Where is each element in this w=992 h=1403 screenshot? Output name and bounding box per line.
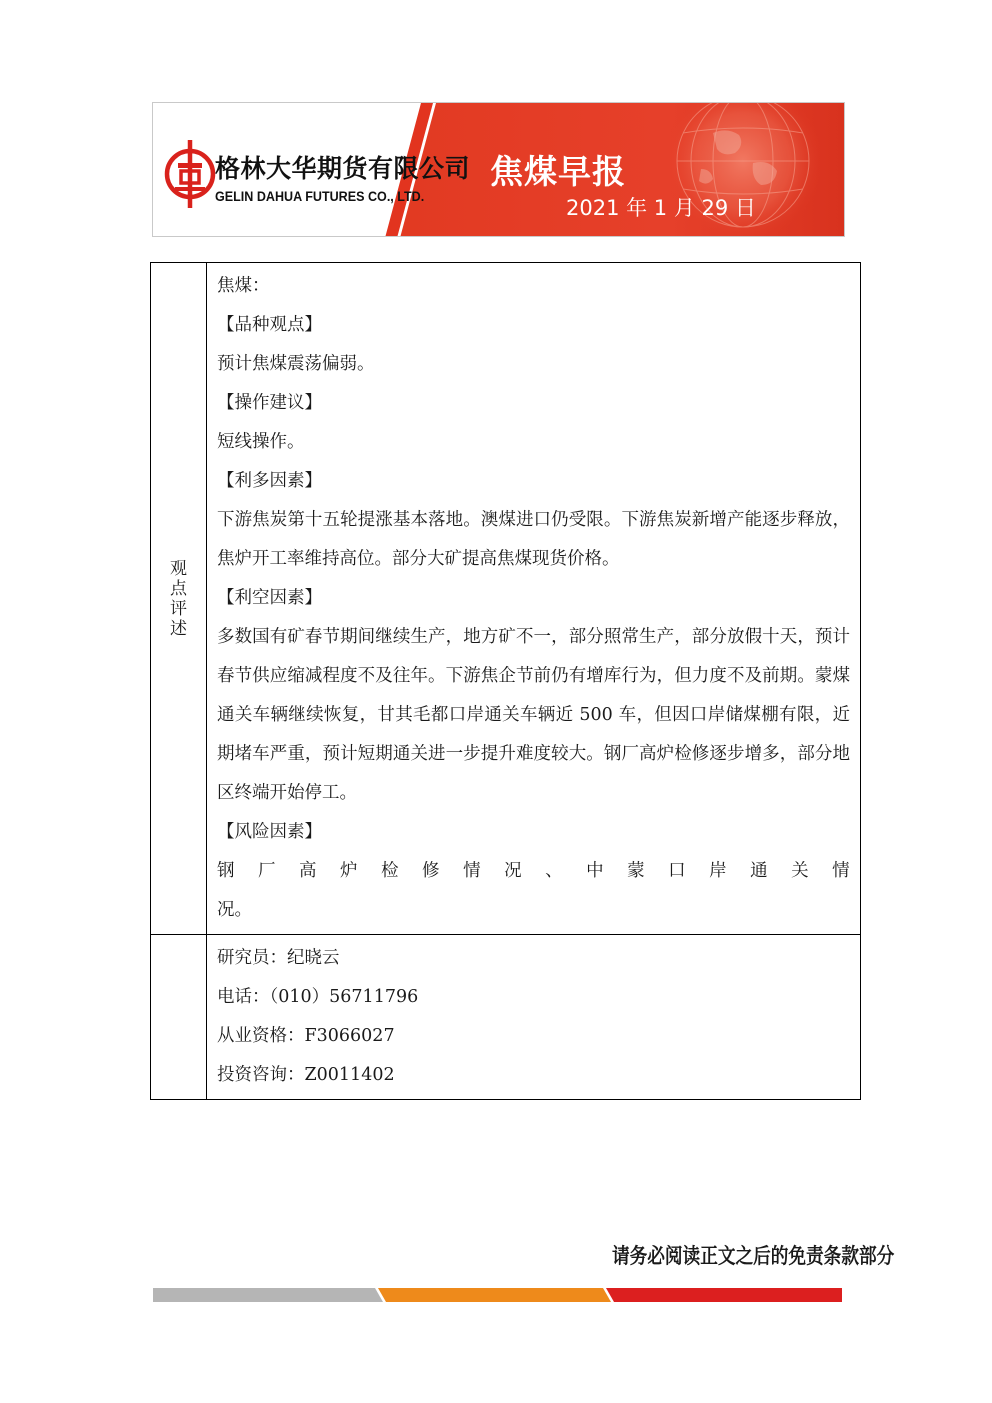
report-title: 焦煤早报 xyxy=(490,152,626,191)
contact-content xyxy=(207,935,861,1100)
header-banner xyxy=(152,102,845,237)
footer-bar-gray xyxy=(153,1288,383,1302)
company-logo-icon xyxy=(164,137,216,211)
company-name-cn: 格林大华期货有限公司 xyxy=(215,154,471,183)
view-heading: 【品种观点】 xyxy=(217,315,322,335)
commentary-row xyxy=(151,263,861,935)
report-date: 2021 年 1 月 29 日 xyxy=(566,196,756,220)
bull-text: 下游焦炭第十五轮提涨基本落地。澳煤进口仍受限。下游焦炭新增产能逐步释放，焦炉开工率维持高位。部分大矿提高焦煤现货价格。 xyxy=(217,510,850,569)
contact-label-cell xyxy=(151,935,207,1100)
company-name-en: GELIN DAHUA FUTURES CO., LTD. xyxy=(215,189,425,204)
footer-bar-orange xyxy=(378,1288,611,1302)
risk-text-line1: 钢厂高炉检修情况、中蒙口岸通关情 xyxy=(217,861,850,881)
analyst-phone: 电话：（010）56711796 xyxy=(217,987,419,1007)
risk-heading: 【风险因素】 xyxy=(217,822,322,842)
section-label: 观点评述 xyxy=(170,558,187,639)
product-name: 焦煤： xyxy=(217,276,270,296)
commentary-content xyxy=(207,263,861,935)
advice-heading: 【操作建议】 xyxy=(217,393,322,413)
footer-bar-red xyxy=(606,1288,842,1302)
contact-row xyxy=(151,935,861,1100)
view-text: 预计焦煤震荡偏弱。 xyxy=(217,354,375,374)
footer-color-bar xyxy=(153,1288,842,1302)
analyst-name: 研究员：纪晓云 xyxy=(217,948,340,968)
section-label-cell xyxy=(151,263,207,935)
analyst-consult-id: 投资咨询：Z0011402 xyxy=(217,1065,395,1085)
bear-text: 多数国有矿春节期间继续生产，地方矿不一，部分照常生产，部分放假十天，预计春节供应缩减程度不及往年。下游焦企节前仍有增库行为，但力度不及前期。蒙煤通关车辆继续恢复，甘其毛都口岸通关车辆近 500 车，但因口岸储煤棚有限，近期堵车严重，预计短期通关进一步提升难度较大。钢厂高炉检修逐步增多，部分地区终端开始停工。 xyxy=(217,627,850,803)
disclaimer-note: 请务必阅读正文之后的免责条款部分 xyxy=(612,1244,895,1268)
bear-heading: 【利空因素】 xyxy=(217,588,322,608)
bull-heading: 【利多因素】 xyxy=(217,471,322,491)
analyst-license: 从业资格：F3066027 xyxy=(217,1026,395,1046)
risk-text-line2: 况。 xyxy=(217,900,252,920)
advice-text: 短线操作。 xyxy=(217,432,305,452)
report-table xyxy=(150,262,861,1100)
